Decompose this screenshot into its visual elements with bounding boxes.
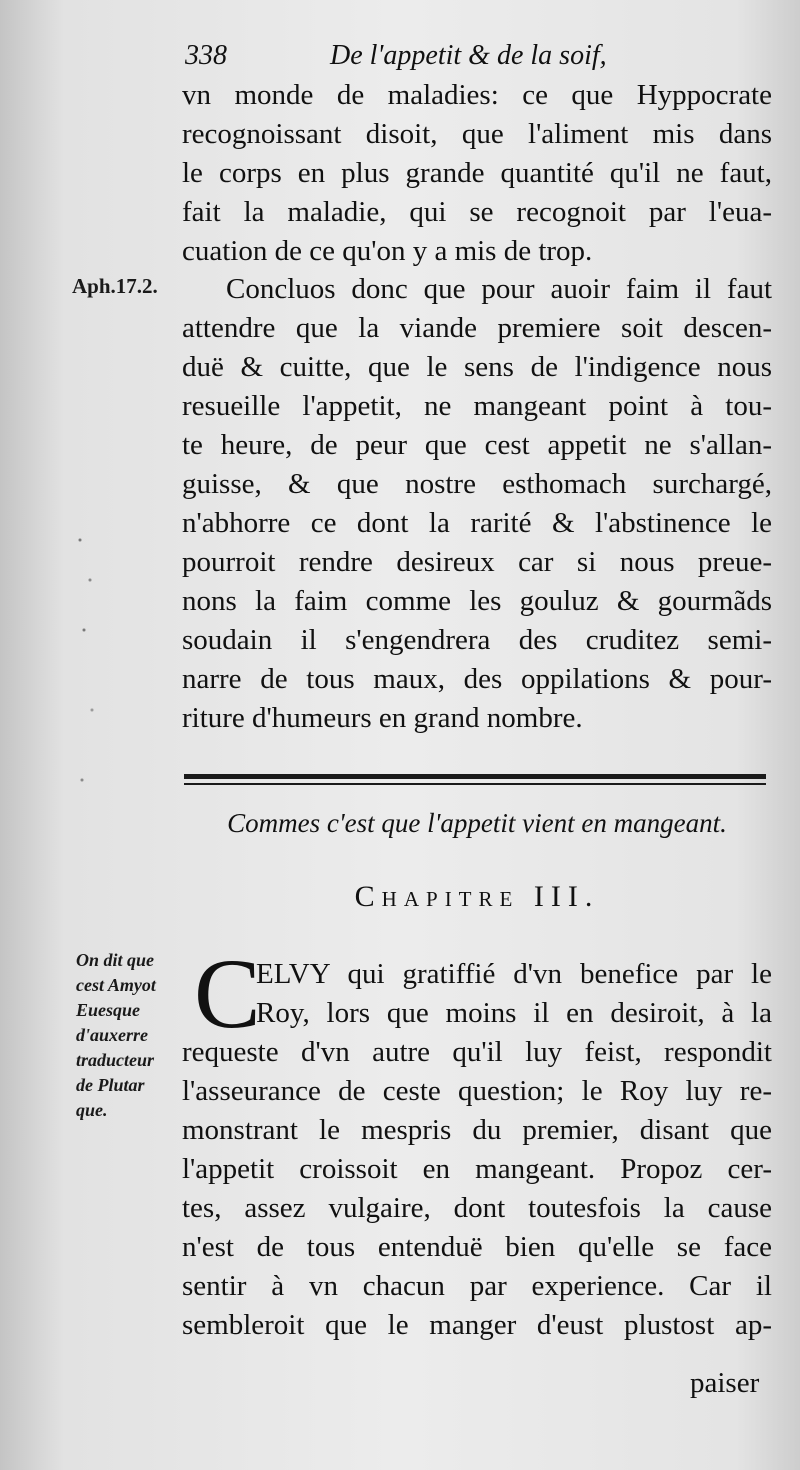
text-line: Roy, lors que moins il en desiroit, à la xyxy=(256,997,772,1029)
text-line: monstrant le mespris du premier, disant que xyxy=(182,1114,772,1146)
section-rule-thin xyxy=(184,783,766,785)
text-line: pourroit rendre desireux car si nous preue- xyxy=(182,546,772,578)
text-line: l'asseurance de ceste question; le Roy luy re- xyxy=(182,1075,772,1107)
text-line: narre de tous maux, des oppilations & pour- xyxy=(182,663,772,695)
margin-note-line: traducteur xyxy=(76,1050,155,1070)
chapter-heading: Chapitre III. xyxy=(354,880,600,913)
margin-note-line: On dit que xyxy=(76,950,155,970)
paper-specks xyxy=(70,520,100,820)
margin-note-aphorism: Aph.17.2. xyxy=(72,274,158,298)
section-title: Commes c'est que l'appetit vient en mangeant. xyxy=(227,808,727,838)
text-line: n'abhorre ce dont la rarité & l'abstinence le xyxy=(182,507,772,539)
paragraph-concluos xyxy=(182,270,772,738)
text-line: fait la maladie, qui se recognoit par l'eua- xyxy=(182,196,772,228)
text-line: riture d'humeurs en grand nombre. xyxy=(182,702,583,734)
text-line: vn monde de maladies: ce que Hyppocrate xyxy=(182,79,772,111)
text-line: n'est de tous entenduë bien qu'elle se face xyxy=(182,1231,772,1263)
margin-note-line: que. xyxy=(76,1100,108,1120)
text-line: ELVY qui gratiffié d'vn benefice par le xyxy=(256,958,772,990)
drop-cap: C xyxy=(194,938,261,1049)
text-line: requeste d'vn autre qu'il luy feist, respondit xyxy=(182,1036,772,1068)
text-line: duë & cuitte, que le sens de l'indigence nous xyxy=(182,351,772,383)
text-line: sembleroit que le manger d'eust plustost ap- xyxy=(182,1309,772,1341)
text-line: recognoissant disoit, que l'aliment mis dans xyxy=(182,118,772,150)
text-line: Concluos donc que pour auoir faim il faut xyxy=(226,273,772,305)
running-head: De l'appetit & de la soif, xyxy=(330,40,607,71)
text-line: cuation de ce qu'on y a mis de trop. xyxy=(182,235,593,267)
text-line: soudain il s'engendrera des cruditez semi- xyxy=(182,624,772,656)
catchword: paiser xyxy=(690,1367,760,1399)
paragraph-continuation xyxy=(182,76,772,271)
text-line: tes, assez vulgaire, dont toutesfois la cause xyxy=(182,1192,772,1224)
text-line: l'appetit croissoit en mangeant. Propoz cer- xyxy=(182,1153,772,1185)
margin-note-line: Euesque xyxy=(76,1000,141,1020)
margin-note-line: d'auxerre xyxy=(76,1025,148,1045)
margin-note-line: cest Amyot xyxy=(76,975,156,995)
margin-note-line: de Plutar xyxy=(76,1075,145,1095)
text-line: attendre que la viande premiere soit descen- xyxy=(182,312,772,344)
text-line: sentir à vn chacun par experience. Car il xyxy=(182,1270,772,1302)
text-line: guisse, & que nostre esthomach surchargé, xyxy=(182,468,772,500)
page-number: 338 xyxy=(185,40,227,71)
text-line: nons la faim comme les gouluz & gourmãds xyxy=(182,585,772,617)
paragraph-celvy xyxy=(182,955,772,1345)
text-line: le corps en plus grande quantité qu'il ne faut, xyxy=(182,157,772,189)
text-line: resueille l'appetit, ne mangeant point à tou- xyxy=(182,390,772,422)
section-rule-thick xyxy=(184,774,766,779)
text-line: te heure, de peur que cest appetit ne s'allan- xyxy=(182,429,772,461)
margin-note-amyot xyxy=(76,948,186,1123)
